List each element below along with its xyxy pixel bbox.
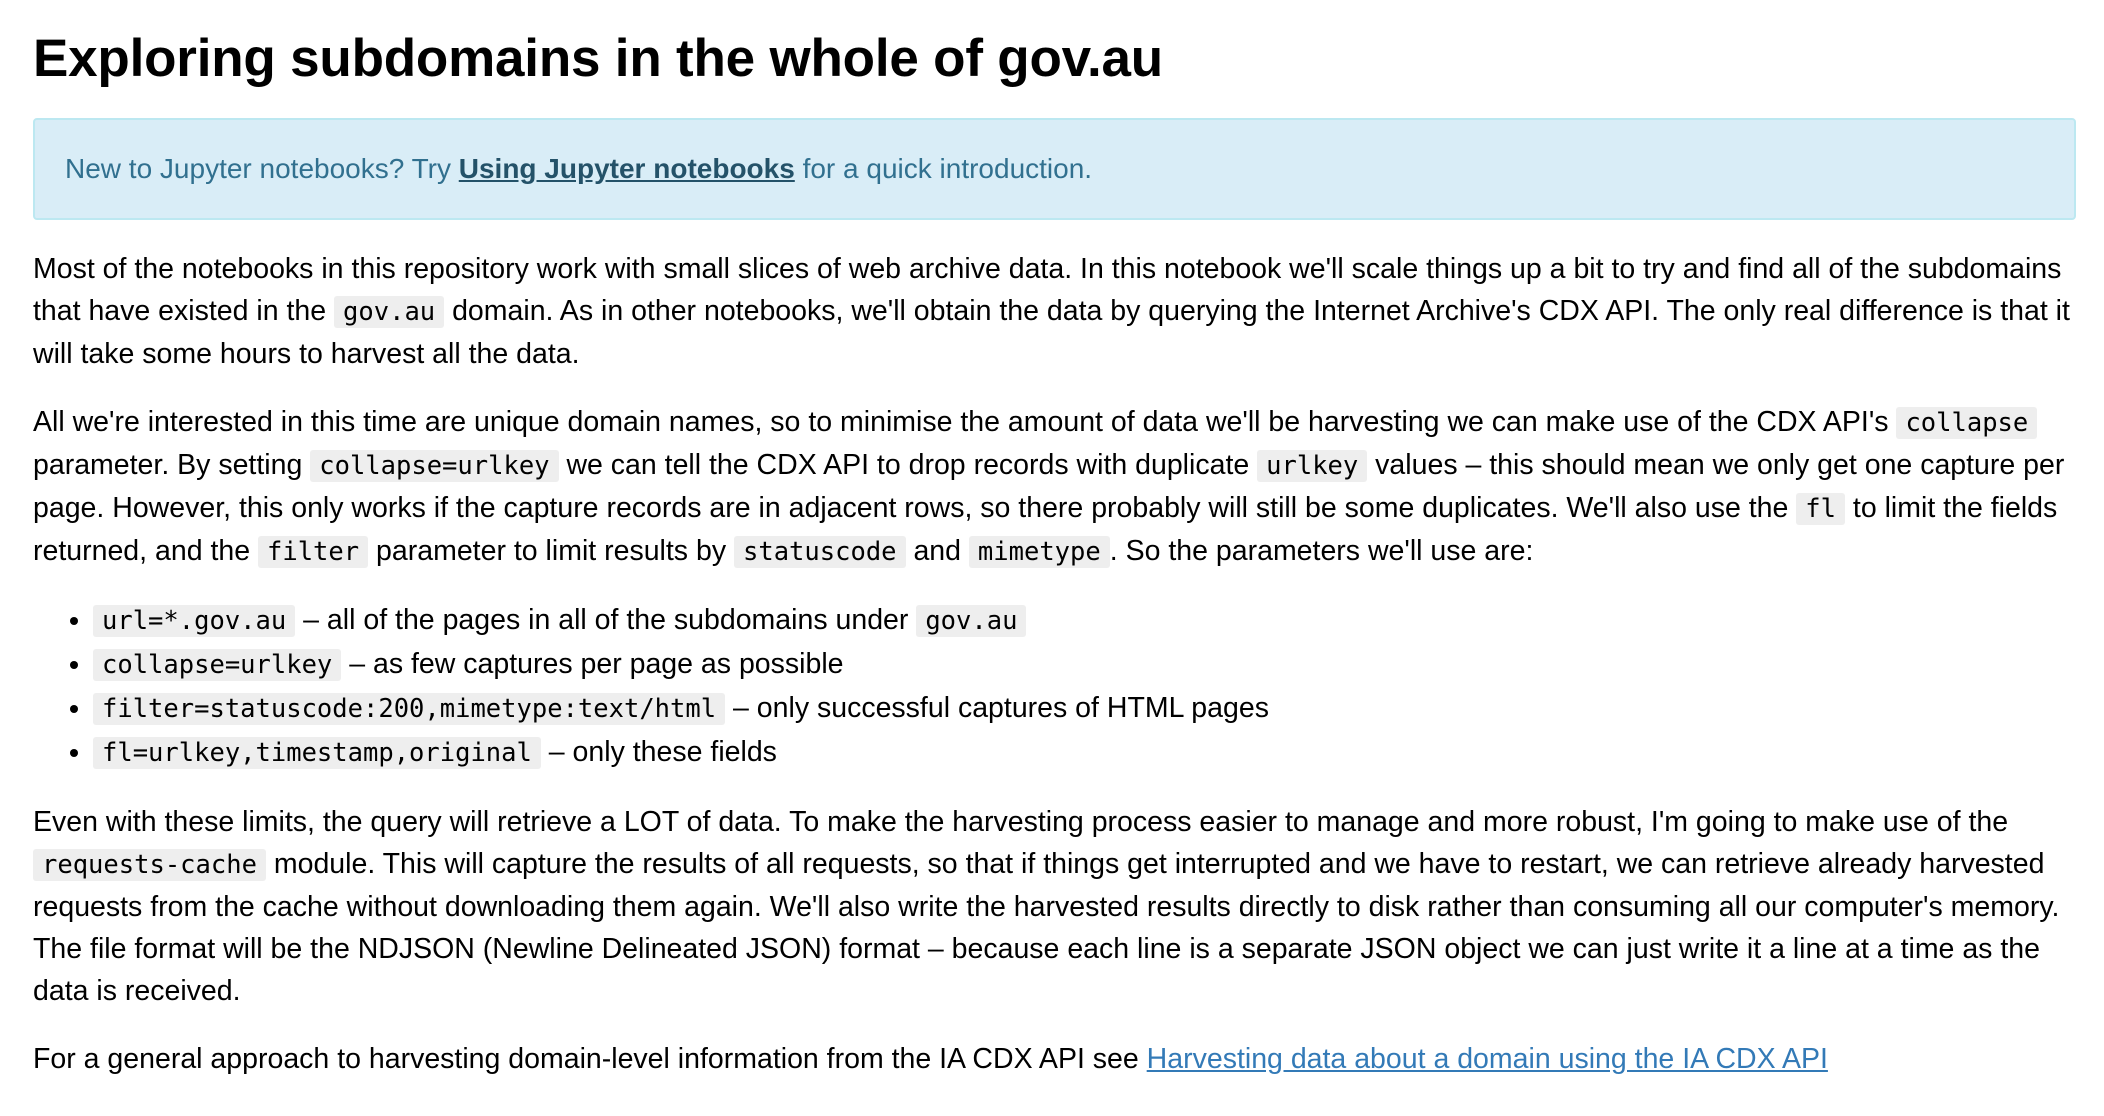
alert-text: New to Jupyter notebooks? Try Using Jupyter notebooks for a quick introduction. <box>65 153 1093 185</box>
parameters-paragraph: All we're interested in this time are unique domain names, so to minimise the amount of data we'll be harvesting we can make use of the CDX API's collapse parameter. By setting collapse=urlkey we can tell the CDX API to drop records with duplicate urlkey values – this should mean we only get one capture per page. However, this only works if the capture records are in adjacent rows, so there probably will still be some duplicates. We'll also use the fl to limit the fields returned, and the filter parameter to limit results by statuscode and mimetype . So the parameters we'll use are: <box>33 406 2065 568</box>
list-item: • fl=urlkey,timestamp,original – only these fields <box>93 731 2076 775</box>
intro-paragraph: Most of the notebooks in this repository work with small slices of web archive data. In this notebook we'll scale things up a bit to try and find all of the subdomains that have existed in the gov.au domain. As in other notebooks, we'll obtain the data by querying the Internet Archive's CDX API. The only real difference is that it will take some hours to harvest all the data. <box>33 253 2070 371</box>
inline-code: filter <box>258 536 368 568</box>
info-alert <box>33 118 2076 220</box>
jupyter-intro-link[interactable]: Using Jupyter notebooks <box>458 153 795 185</box>
inline-code: collapse=urlkey <box>93 649 341 681</box>
parameter-list <box>33 599 2076 775</box>
list-item: • url=*.gov.au – all of the pages in all of the subdomains under gov.au <box>93 599 2076 643</box>
inline-code: fl=urlkey,timestamp,original <box>93 737 541 769</box>
harvesting-domain-link[interactable]: Harvesting data about a domain using the IA CDX API <box>1146 1043 1828 1076</box>
inline-code: filter=statuscode:200,mimetype:text/html <box>93 693 725 725</box>
inline-code: requests-cache <box>33 849 266 881</box>
inline-code: urlkey <box>1257 450 1367 482</box>
inline-code: statuscode <box>734 536 906 568</box>
general-approach-paragraph: For a general approach to harvesting domain-level information from the IA CDX API see Harvesting data about a domain using the IA CDX API <box>33 1043 1828 1076</box>
inline-code: mimetype <box>969 536 1110 568</box>
inline-code: url=*.gov.au <box>93 605 295 637</box>
page-title: Exploring subdomains in the whole of gov.au <box>33 29 1163 88</box>
inline-code: gov.au <box>334 296 444 328</box>
list-item: • filter=statuscode:200,mimetype:text/html – only successful captures of HTML pages <box>93 687 2076 731</box>
inline-code: gov.au <box>916 605 1026 637</box>
inline-code: collapse <box>1896 407 2037 439</box>
caching-paragraph: Even with these limits, the query will retrieve a LOT of data. To make the harvesting process easier to manage and more robust, I'm going to make use of the requests-cache module. This will capture the results of all requests, so that if things get interrupted and we have to restart, we can retrieve already harvested requests from the cache without downloading them again. We'll also write the harvested results directly to disk rather than consuming all our computer's memory. The file format will be the NDJSON (Newline Delineated JSON) format – because each line is a separate JSON object we can just write it a line at a time as the data is received. <box>33 806 2060 1008</box>
list-item: • collapse=urlkey – as few captures per page as possible <box>93 643 2076 687</box>
inline-code: collapse=urlkey <box>310 450 558 482</box>
inline-code: fl <box>1796 493 1845 525</box>
